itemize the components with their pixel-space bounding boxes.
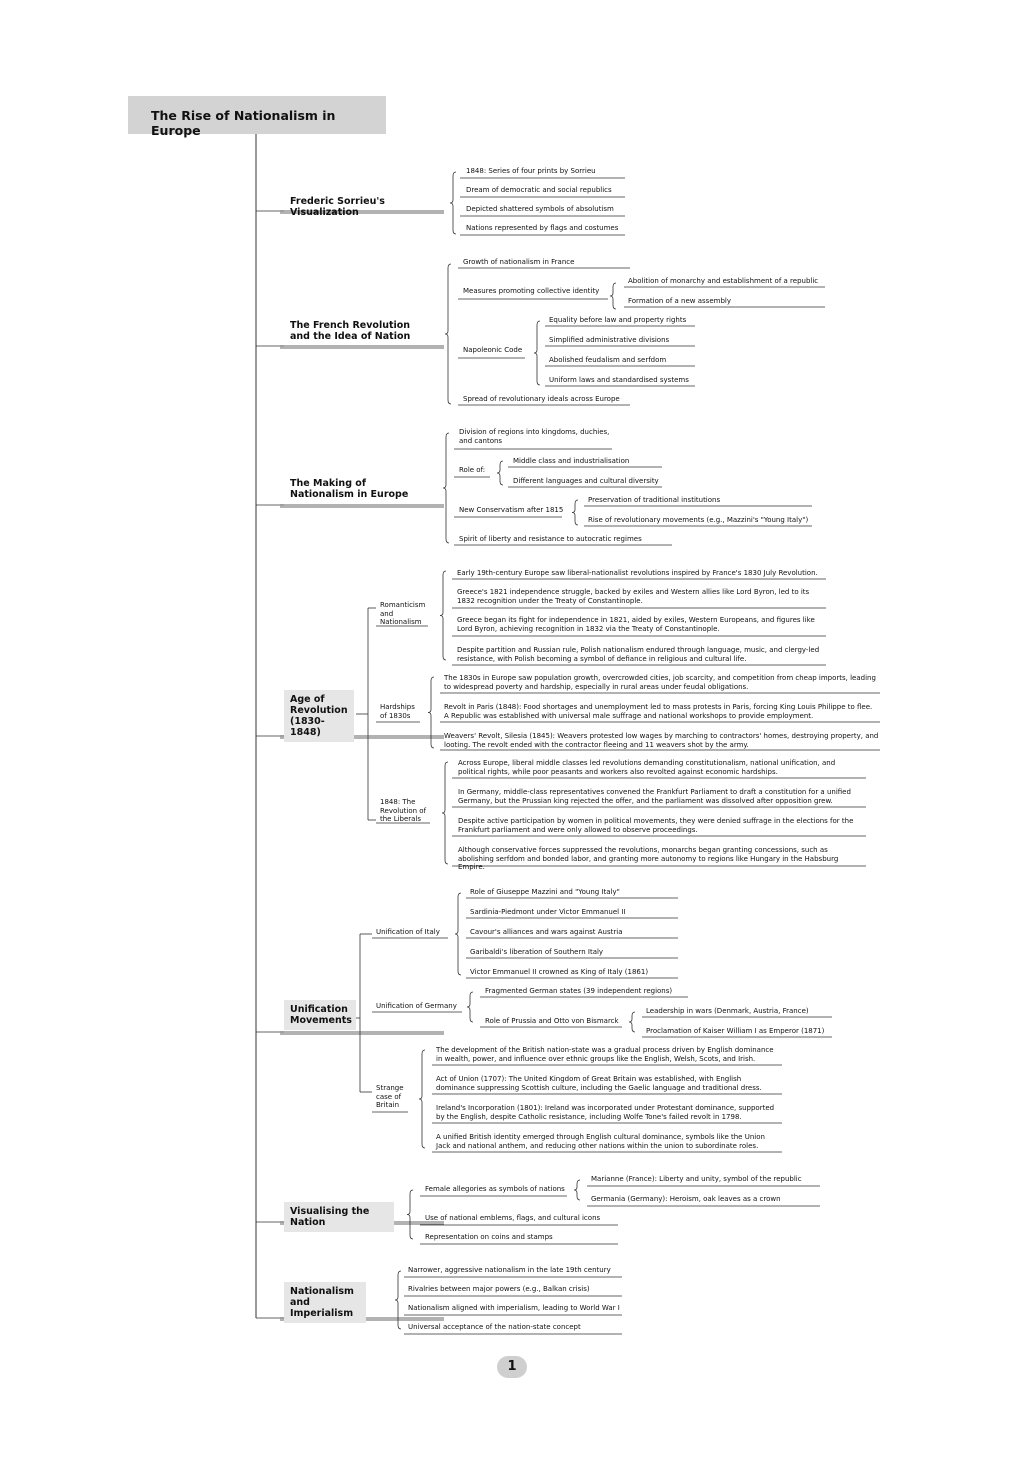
- britain-item: Act of Union (1707): The United Kingdom of Great Britain was established, with English dominance suppressing Scottish culture, including the Gaelic language and traditional dress.: [436, 1075, 762, 1092]
- section-french-heading: The French Revolution and the Idea of Nation: [290, 320, 411, 342]
- conservatism-item: Rise of revolutionary movements (e.g., Mazzini's "Young Italy"): [588, 516, 809, 524]
- napoleonic-item: Equality before law and property rights: [549, 316, 687, 324]
- section-imperialism-heading: Nationalism and Imperialism: [284, 1282, 366, 1323]
- section-unification-heading: Unification Movements: [284, 1000, 356, 1030]
- italy-item: Cavour's alliances and wars against Austria: [470, 928, 623, 936]
- imperialism-item: Nationalism aligned with imperialism, leading to World War I: [408, 1304, 620, 1312]
- age-hardships: Hardships of 1830s: [380, 703, 415, 720]
- making-role: Role of:: [459, 466, 486, 474]
- romanticism-item: Greece began its fight for independence in 1821, aided by exiles, Western Europeans, and figures like Lord Byron, achieving recognition in 1832 via the Treaty of Constantinople.: [457, 616, 815, 633]
- sorrieu-item: Dream of democratic and social republics: [466, 186, 612, 194]
- section-visualising-heading: Visualising the Nation: [284, 1202, 394, 1232]
- making-spirit: Spirit of liberty and resistance to autocratic regimes: [459, 535, 642, 543]
- liberals-item: Despite active participation by women in political movements, they were denied suffrage in the elections for the Frankfurt parliament and were only allowed to observe proceedings.: [458, 817, 854, 834]
- britain-item: Ireland's Incorporation (1801): Ireland was incorporated under Protestant dominance, supported by the English, despite Catholic resistance, including Wolfe Tone's failed revolt in 1798.: [436, 1104, 775, 1121]
- liberals-item: Across Europe, liberal middle classes led revolutions demanding constitutionalism, national unification, and political rights, while poor peasants and workers also revolted against economic hardships.: [458, 759, 836, 776]
- germany-fragmented: Fragmented German states (39 independent regions): [485, 987, 673, 995]
- age-romanticism: Romanticism and Nationalism: [380, 601, 426, 626]
- unification-britain: Strange case of Britain: [376, 1084, 404, 1109]
- brace-napoleonic: [534, 321, 540, 385]
- brace-liberals: [442, 762, 448, 864]
- brace-sorrieu: [450, 172, 456, 234]
- brace-britain: [419, 1050, 425, 1148]
- section-sorrieu-heading: Frederic Sorrieu's Visualization: [290, 196, 385, 218]
- italy-item: Sardinia-Piedmont under Victor Emmanuel II: [470, 908, 626, 916]
- section-making-heading: The Making of Nationalism in Europe: [290, 478, 409, 500]
- french-measures: Measures promoting collective identity: [463, 287, 600, 295]
- visualising-emblems: Use of national emblems, flags, and cultural icons: [425, 1214, 601, 1222]
- measures-item: Abolition of monarchy and establishment of a republic: [628, 277, 819, 285]
- prussia-item: Leadership in wars (Denmark, Austria, France): [646, 1007, 809, 1015]
- napoleonic-item: Uniform laws and standardised systems: [549, 376, 689, 384]
- britain-item: The development of the British nation-state was a gradual process driven by English dominance in wealth, power, and influence over ethnic groups like the English, Welsh, Scots, and Irish.: [436, 1046, 774, 1063]
- allegory-item: Marianne (France): Liberty and unity, symbol of the republic: [591, 1175, 802, 1183]
- brace-role: [497, 461, 503, 485]
- prussia-item: Proclamation of Kaiser William I as Emperor (1871): [646, 1027, 825, 1035]
- imperialism-item: Universal acceptance of the nation-state concept: [408, 1323, 581, 1331]
- section-age-heading: Age of Revolution (1830-1848): [284, 690, 354, 742]
- brace-visualising: [407, 1190, 413, 1239]
- brace-allegories: [574, 1180, 580, 1200]
- french-napoleonic: Napoleonic Code: [463, 346, 523, 354]
- role-item: Different languages and cultural diversity: [513, 477, 659, 485]
- napoleonic-item: Simplified administrative divisions: [549, 336, 670, 344]
- britain-item: A unified British identity emerged through English cultural dominance, symbols like the Union Jack and national anthem, and reducing other nations within the union to subordinate roles.: [436, 1133, 765, 1150]
- sorrieu-item: Nations represented by flags and costumes: [466, 224, 619, 232]
- brace-italy: [455, 893, 461, 975]
- brace-conservatism: [572, 500, 578, 525]
- hardships-item: Revolt in Paris (1848): Food shortages and unemployment led to mass protests in Paris, forcing King Louis Philippe to flee. A Republic was established with universal male suffrage and national workshops to provide employment.: [444, 703, 873, 720]
- brace-romanticism: [440, 571, 446, 660]
- making-division: Division of regions into kingdoms, duchies, and cantons: [459, 428, 610, 445]
- allegory-item: Germania (Germany): Heroism, oak leaves as a crown: [591, 1195, 781, 1203]
- role-item: Middle class and industrialisation: [513, 457, 630, 465]
- page-title: The Rise of Nationalism in Europe: [128, 96, 386, 134]
- unification-italy: Unification of Italy: [376, 928, 440, 936]
- liberals-item: In Germany, middle-class representatives convened the Frankfurt Parliament to draft a constitution for a unified Germany, but the Prussian king rejected the offer, and the parliament was dissolved after opposition grew.: [458, 788, 851, 805]
- germany-prussia: Role of Prussia and Otto von Bismarck: [485, 1017, 619, 1025]
- visualising-coins: Representation on coins and stamps: [425, 1233, 553, 1241]
- brace-imperialism: [395, 1271, 401, 1329]
- making-conservatism: New Conservatism after 1815: [459, 506, 564, 514]
- brace-germany: [467, 992, 473, 1022]
- brace-measures: [610, 283, 616, 309]
- romanticism-item: Early 19th-century Europe saw liberal-nationalist revolutions inspired by France's 1830 July Revolution.: [457, 569, 818, 577]
- brace-hardships: [428, 677, 434, 748]
- liberals-item: Although conservative forces suppressed the revolutions, monarchs began granting concessions, such as abolishing serfdom and bonded labor, and granting more autonomy to regions like Hungary in the Habsburg Empire.: [458, 846, 839, 871]
- hardships-item: The 1830s in Europe saw population growth, overcrowded cities, job scarcity, and competition from cheap imports, leading to widespread poverty and hardship, especially in rural areas under feudal obligations.: [444, 674, 876, 691]
- imperialism-item: Narrower, aggressive nationalism in the late 19th century: [408, 1266, 611, 1274]
- unification-germany: Unification of Germany: [376, 1002, 457, 1010]
- brace-prussia: [629, 1012, 635, 1032]
- italy-item: Role of Giuseppe Mazzini and "Young Italy": [470, 888, 620, 896]
- italy-item: Garibaldi's liberation of Southern Italy: [470, 948, 604, 956]
- french-spread: Spread of revolutionary ideals across Europe: [463, 395, 620, 403]
- italy-item: Victor Emmanuel II crowned as King of Italy (1861): [470, 968, 649, 976]
- measures-item: Formation of a new assembly: [628, 297, 731, 305]
- romanticism-item: Greece's 1821 independence struggle, backed by exiles and Western allies like Lord Byron, led to its 1832 recognition under the Treaty of Constantinople.: [457, 588, 810, 605]
- age-liberals: 1848: The Revolution of the Liberals: [380, 798, 427, 823]
- napoleonic-item: Abolished feudalism and serfdom: [549, 356, 667, 364]
- visualising-allegories: Female allegories as symbols of nations: [425, 1185, 565, 1193]
- brace-making: [443, 433, 449, 543]
- romanticism-item: Despite partition and Russian rule, Polish nationalism endured through language, music, and clergy-led resistance, with Polish becoming a symbol of defiance in religious and cultural life.: [457, 646, 820, 663]
- brace-french: [445, 264, 451, 404]
- page-number-badge: 1: [497, 1356, 527, 1378]
- conservatism-item: Preservation of traditional institutions: [588, 496, 721, 504]
- hardships-item: Weavers' Revolt, Silesia (1845): Weavers protested low wages by marching to contractors' homes, destroying property, and looting. The revolt ended with the contractor fleeing and 11 weavers shot by the army.: [444, 732, 879, 749]
- french-growth: Growth of nationalism in France: [463, 258, 575, 266]
- sorrieu-item: 1848: Series of four prints by Sorrieu: [466, 167, 596, 175]
- imperialism-item: Rivalries between major powers (e.g., Balkan crisis): [408, 1285, 590, 1293]
- sorrieu-item: Depicted shattered symbols of absolutism: [466, 205, 614, 213]
